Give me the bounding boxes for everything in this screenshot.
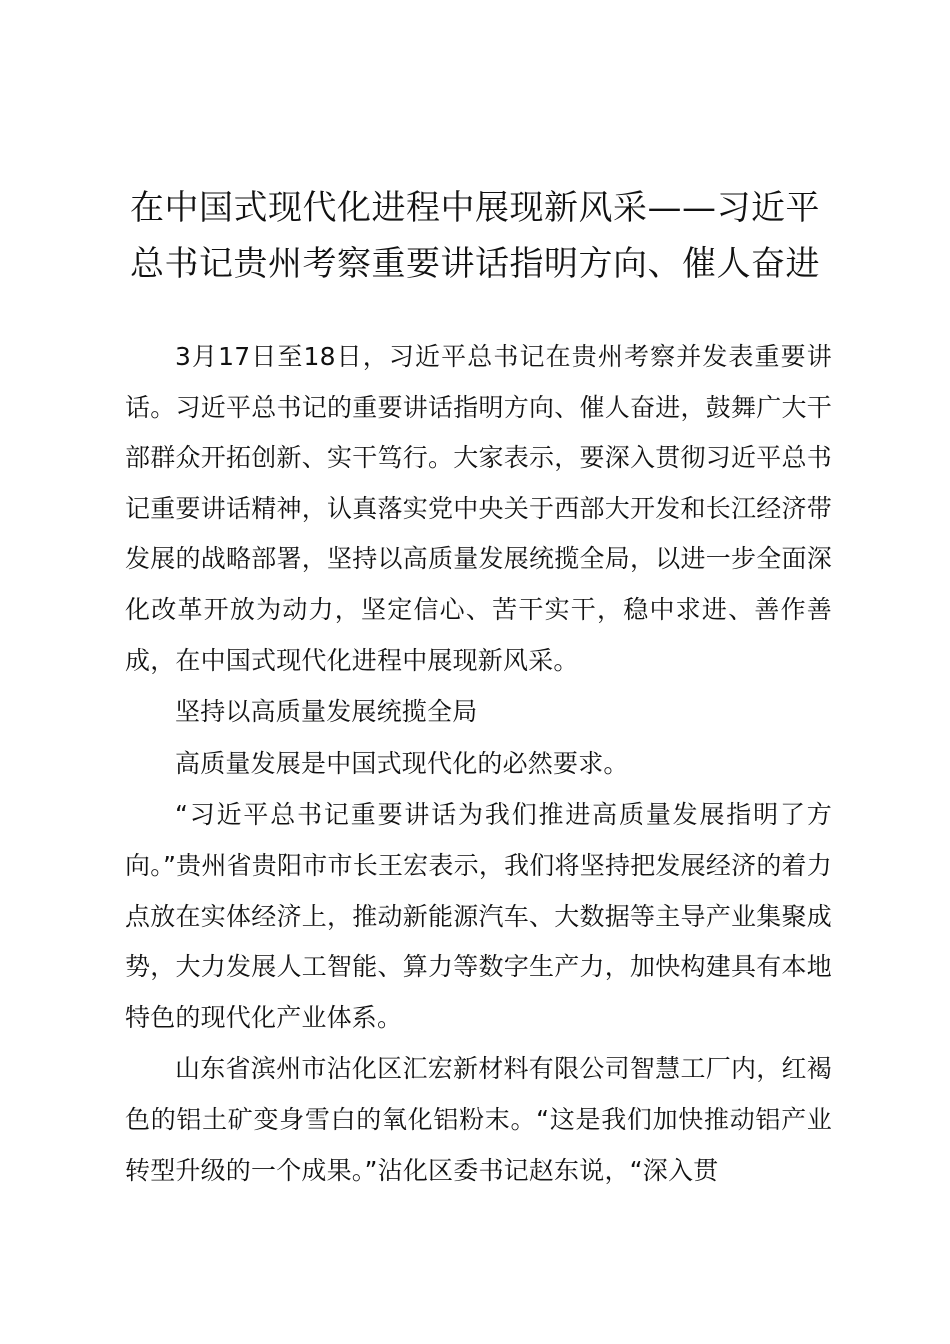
document-title: 在中国式现代化进程中展现新风采——习近平总书记贵州考察重要讲话指明方向、催人奋进 [130, 188, 820, 284]
paragraph: 高质量发展是中国式现代化的必然要求。 [175, 748, 629, 778]
paragraph: 山东省滨州市沾化区汇宏新材料有限公司智慧工厂内，红褐色的铝土矿变身雪白的氧化铝粉末。“这是我们加快推动铝产业转型升级的一个成果。”沾化区委书记赵东说，“深入贯 [125, 1054, 832, 1185]
section-heading: 坚持以高质量发展统揽全局 [175, 697, 478, 727]
paragraph-intro: 3月17日至18日，习近平总书记在贵州考察并发表重要讲话。习近平总书记的重要讲话指明方向、催人奋进，鼓舞广大干部群众开拓创新、实干笃行。大家表示，要深入贯彻习近平总书记重要讲话精神，认真落实党中央关于西部大开发和长江经济带发展的战略部署，坚持以高质量发展统揽全局，以进一步全面深化改革开放为动力，坚定信心、苦干实干，稳中求进、善作善成，在中国式现代化进程中展现新风采。 [125, 342, 832, 675]
paragraph: “习近平总书记重要讲话为我们推进高质量发展指明了方向。”贵州省贵阳市市长王宏表示，我们将坚持把发展经济的着力点放在实体经济上，推动新能源汽车、大数据等主导产业集聚成势，大力发展人工智能、算力等数字生产力，加快构建具有本地特色的现代化产业体系。 [125, 800, 832, 1032]
document-body [125, 332, 832, 1196]
